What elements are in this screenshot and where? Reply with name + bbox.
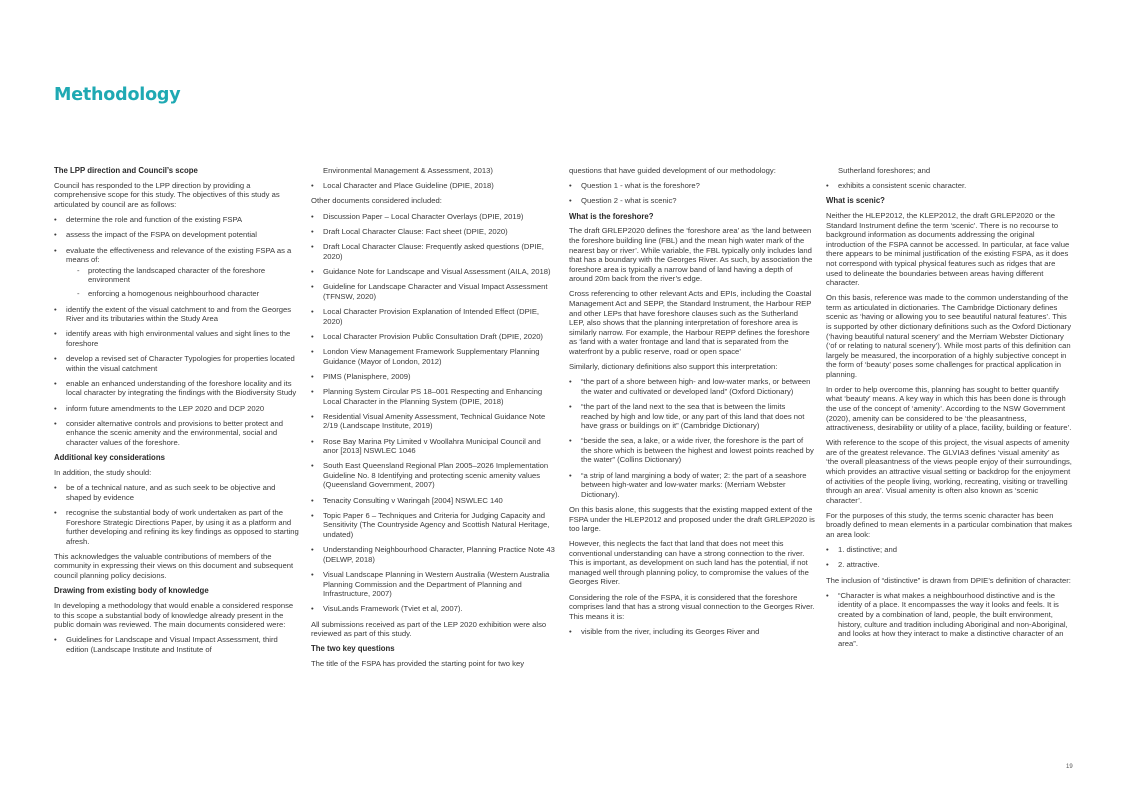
paragraph: Neither the HLEP2012, the KLEP2012, the draft GRLEP2020 or the Standard Instrument define the term ‘scenic’. There is no recourse to background information as documents addressing the original introduction of the FSPA cannot be accessed. In particular, at face value there appears to be minimal justification of the existing FSPA, as it does not correspond with typical physical features such as ridges that are used to delineate the boundaries between areas having different character. xyxy=(826,211,1070,288)
paragraph: Similarly, dictionary definitions also support this interpretation: xyxy=(569,361,778,371)
list-item: • Residential Visual Amenity Assessment, Technical Guidance Note 2/19 (Landscape Institute, 2019) xyxy=(311,412,557,431)
list-item: • Guidance Note for Landscape and Visual Assessment (AILA, 2018) xyxy=(311,267,557,277)
paragraph: The title of the FSPA has provided the starting point for two key xyxy=(311,659,525,669)
column-4 xyxy=(826,166,1072,654)
list-item: • VisuLands Framework (Tviet et al, 2007). xyxy=(311,604,557,614)
heading-two-key-questions: The two key questions xyxy=(311,644,395,654)
list-item: • assess the impact of the FSPA on development potential xyxy=(54,230,300,240)
main-documents-list xyxy=(54,635,300,654)
continued-list-text: Environmental Management & Assessment, 2013) xyxy=(323,166,493,175)
list-item: • exhibits a consistent scenic character. xyxy=(826,181,1072,191)
paragraph: Cross referencing to other relevant Acts and EPIs, including the Coastal Management Act and SEPP, the Standard Instrument, the Harbour REP and other LEPs that have foreshore clauses such as the Sutherland LEP, also shows that the planning interpretation of foreshore area is similarly narrow. For example, the Harbour REPP defines the foreshore as ‘land with a water frontage and land that is separated from the waterfront by a public reserve, road or open space’ xyxy=(569,289,812,356)
paragraph: questions that have guided development of our methodology: xyxy=(569,166,776,175)
list-item: • “a strip of land margining a body of water; 2: the part of a seashore between high-water and low-water marks: (Merriam Webster Dictionary). xyxy=(569,471,815,500)
heading-additional-considerations: Additional key considerations xyxy=(54,453,165,463)
list-item: • consider alternative controls and provisions to better protect and enhance the scenic amenity and the environmental, social and character values of the foreshore. xyxy=(54,419,300,448)
list-item: • Planning System Circular PS 18–001 Respecting and Enhancing Local Character in the Planning System (DPIE, 2018) xyxy=(311,387,557,406)
list-item: • be of a technical nature, and as such seek to be objective and shaped by evidence xyxy=(54,483,300,502)
list-item: • Draft Local Character Clause: Frequently asked questions (DPIE, 2020) xyxy=(311,242,557,261)
list-item: • Rose Bay Marina Pty Limited v Woollahra Municipal Council and anor [2013] NSWLEC 1046 xyxy=(311,437,557,456)
list-item: • Draft Local Character Clause: Fact sheet (DPIE, 2020) xyxy=(311,227,557,237)
continued-list-text: Sutherland foreshores; and xyxy=(838,166,931,175)
column-2 xyxy=(311,166,557,674)
list-item: • 1. distinctive; and xyxy=(826,545,1072,555)
list-item: • Local Character Provision Public Consultation Draft (DPIE, 2020) xyxy=(311,332,557,342)
paragraph: In order to help overcome this, planning has sought to better quantify what ‘beauty’ means. A key way in which this has been done is through the use of the concept of ‘amenity’. According to the NSW Government (2020), amenity can be considered to be ‘the pleasantness, attractiveness, desirability or utility of a place, facility, building or feature’. xyxy=(826,384,1072,433)
paragraph: The inclusion of “distinctive” is drawn from DPIE’s definition of character: xyxy=(826,575,1071,585)
column-3 xyxy=(569,166,815,642)
heading-what-is-scenic: What is scenic? xyxy=(826,196,885,206)
list-item: • determine the role and function of the existing FSPA xyxy=(54,215,300,225)
heading-existing-knowledge: Drawing from existing body of knowledge xyxy=(54,586,209,596)
list-item: • Question 2 - what is scenic? xyxy=(569,196,815,206)
list-item: • “the part of the land next to the sea that is between the limits reached by high and low tide, or any part of this land that does not have grass or buildings on it” (Cambridge Dictionary) xyxy=(569,402,815,431)
paragraph: The draft GRLEP2020 defines the ‘foreshore area’ as ‘the land between the foreshore building line (FBL) and the mean high water mark of the nearest bay or river’. While variable, the FBL typically only includes land that has a boundary with the Georges River. As such, by association the foreshore area is typically a narrow band of land having a depth of around 20m back from the river’s edge. xyxy=(569,226,813,284)
additional-list xyxy=(54,483,300,546)
paragraph: With reference to the scope of this project, the visual aspects of amenity are of the greatest relevance. The GLVIA3 defines ‘visual amenity’ as ‘the overall pleasantness of the views people enjoy of their surroundings, which provides an attractive visual setting or backdrop for the enjoyment of activities of the people living, working, recreating, visiting or travelling through an area’. Visual amenity is often also known as ‘scenic character’. xyxy=(826,438,1072,505)
main-documents-list-continued xyxy=(311,181,557,191)
page-number: 19 xyxy=(1066,764,1073,770)
list-item: • “Character is what makes a neighbourhood distinctive and is the identity of a place. It encompasses the way it looks and feels. It is created by a combination of land, people, the built environment, history, culture and tradition including Aboriginal and non-Aboriginal, and looks at how they interact to make a distinctive character of an area”. xyxy=(826,591,1072,648)
list-item: • Guidelines for Landscape and Visual Impact Assessment, third edition (Landscape Institute and Institute of xyxy=(54,635,300,654)
column-1 xyxy=(54,166,300,660)
paragraph: In developing a methodology that would enable a considered response to this scope a substantial body of knowledge already present in the public domain was reviewed. The main documents considered were: xyxy=(54,600,294,630)
paragraph: For the purposes of this study, the terms scenic character has been broadly defined to mean elements in a particular combination that makes an area look: xyxy=(826,510,1072,539)
scenic-criteria-list xyxy=(826,545,1072,570)
paragraph: Other documents considered included: xyxy=(311,196,442,206)
list-item: • South East Queensland Regional Plan 2005–2026 Implementation Guideline No. 8 Identifying and protecting scenic amenity values (Queensland Government, 2007) xyxy=(311,461,557,490)
character-definition-list xyxy=(826,591,1072,648)
list-item: • identify areas with high environmental values and sight lines to the foreshore xyxy=(54,329,300,348)
heading-what-is-foreshore: What is the foreshore? xyxy=(569,211,654,221)
list-item: • Local Character and Place Guideline (DPIE, 2018) xyxy=(311,181,557,191)
paragraph: Considering the role of the FSPA, it is considered that the foreshore comprises land that has a strong visual connection to the Georges River. This means it is: xyxy=(569,592,815,621)
list-item: • Discussion Paper – Local Character Overlays (DPIE, 2019) xyxy=(311,212,557,222)
objectives-list xyxy=(54,215,300,447)
list-item: • “the part of a shore between high- and low-water marks, or between the water and cultivated or developed land” (Oxford Dictionary) xyxy=(569,377,815,396)
list-item-text: evaluate the effectiveness and relevance of the existing FSPA as a means of: xyxy=(66,245,292,265)
list-item: • Understanding Neighbourhood Character, Planning Practice Note 43 (DELWP, 2018) xyxy=(311,545,557,564)
page-title: Methodology xyxy=(54,85,181,105)
paragraph: This acknowledges the valuable contributions of members of the community in expressing their views on this document and subsequent council planning policy decisions. xyxy=(54,551,294,580)
paragraph: Council has responded to the LPP direction by providing a comprehensive scope for this study. The objectives of this study as articulated by council are as follows: xyxy=(54,180,280,209)
sub-list xyxy=(66,266,300,299)
list-item: • visible from the river, including its Georges River and xyxy=(569,627,815,637)
heading-lpp-scope: The LPP direction and Council’s scope xyxy=(54,166,198,175)
paragraph: However, this neglects the fact that land that does not meet this conventional understanding can have a strong connection to the river. This is important, as development on such land has the potential, if not managed well through planning policy, to compromise the values of the Georges River. xyxy=(569,539,809,587)
other-documents-list xyxy=(311,212,557,614)
paragraph: On this basis, reference was made to the common understanding of the term as articulated in dictionaries. The Cambridge Dictionary defines scenic as ‘having or allowing you to see beautiful natural features’. This is supported by other dictionary definitions such as the Oxford Dictionary (‘having beautiful natural scenery’ and the Merriam Webster Dictionary (‘of or relating to natural scenery’). While most parts of this definition can largely be measured, the incorporation of a highly subjective concept in the form of ‘beauty’ poses some challenges for practical application in planning. xyxy=(826,293,1072,379)
sub-list-item: - protecting the landscaped character of the foreshore environment xyxy=(66,266,300,285)
list-item: • London View Management Framework Supplementary Planning Guidance (Mayor of London, 2012) xyxy=(311,347,557,366)
list-item: • Question 1 - what is the foreshore? xyxy=(569,181,815,191)
sub-list-item: - enforcing a homogenous neighbourhood character xyxy=(66,289,300,299)
list-item: • PIMS (Planisphere, 2009) xyxy=(311,372,557,382)
visual-connection-list xyxy=(569,627,815,637)
list-item: • Topic Paper 6 – Techniques and Criteria for Judging Capacity and Sensitivity (The Countryside Agency and Scottish Natural Heritage, undated) xyxy=(311,511,557,540)
list-item xyxy=(54,246,300,299)
list-item: • identify the extent of the visual catchment to and from the Georges River and its tributaries within the Study Area xyxy=(54,305,300,324)
list-item: • Guideline for Landscape Character and Visual Impact Assessment (TFNSW, 2020) xyxy=(311,282,557,301)
paragraph: In addition, the study should: xyxy=(54,467,152,477)
list-item: • enable an enhanced understanding of the foreshore locality and its local character by integrating the findings with the Biodiversity Study xyxy=(54,379,300,398)
paragraph: All submissions received as part of the LEP 2020 exhibition were also reviewed as part of this study. xyxy=(311,619,547,639)
list-item: • “beside the sea, a lake, or a wide river, the foreshore is the part of the shore which is between the highest and lowest points reached by the water” (Collins Dictionary) xyxy=(569,436,815,465)
list-item: • Tenacity Consulting v Waringah [2004] NSWLEC 140 xyxy=(311,496,557,506)
questions-list xyxy=(569,181,815,206)
list-item: • inform future amendments to the LEP 2020 and DCP 2020 xyxy=(54,404,300,414)
list-item: • develop a revised set of Character Typologies for properties located within the visual catchment xyxy=(54,354,300,373)
dictionary-definitions-list xyxy=(569,377,815,499)
list-item: • Visual Landscape Planning in Western Australia (Western Australia Planning Commission and the Department of Planning and Infrastructure, 2007) xyxy=(311,570,557,599)
visual-connection-list-continued xyxy=(826,181,1072,191)
list-item: • recognise the substantial body of work undertaken as part of the Foreshore Strategic Directions Paper, by using it as a platform and further developing and refining its key findings as opposed to starting afresh. xyxy=(54,508,300,546)
paragraph: On this basis alone, this suggests that the existing mapped extent of the FSPA under the HLEP2012 and proposed under the draft GRLEP2020 is too large. xyxy=(569,504,815,534)
list-item: • 2. attractive. xyxy=(826,560,1072,570)
list-item: • Local Character Provision Explanation of Intended Effect (DPIE, 2020) xyxy=(311,307,557,326)
